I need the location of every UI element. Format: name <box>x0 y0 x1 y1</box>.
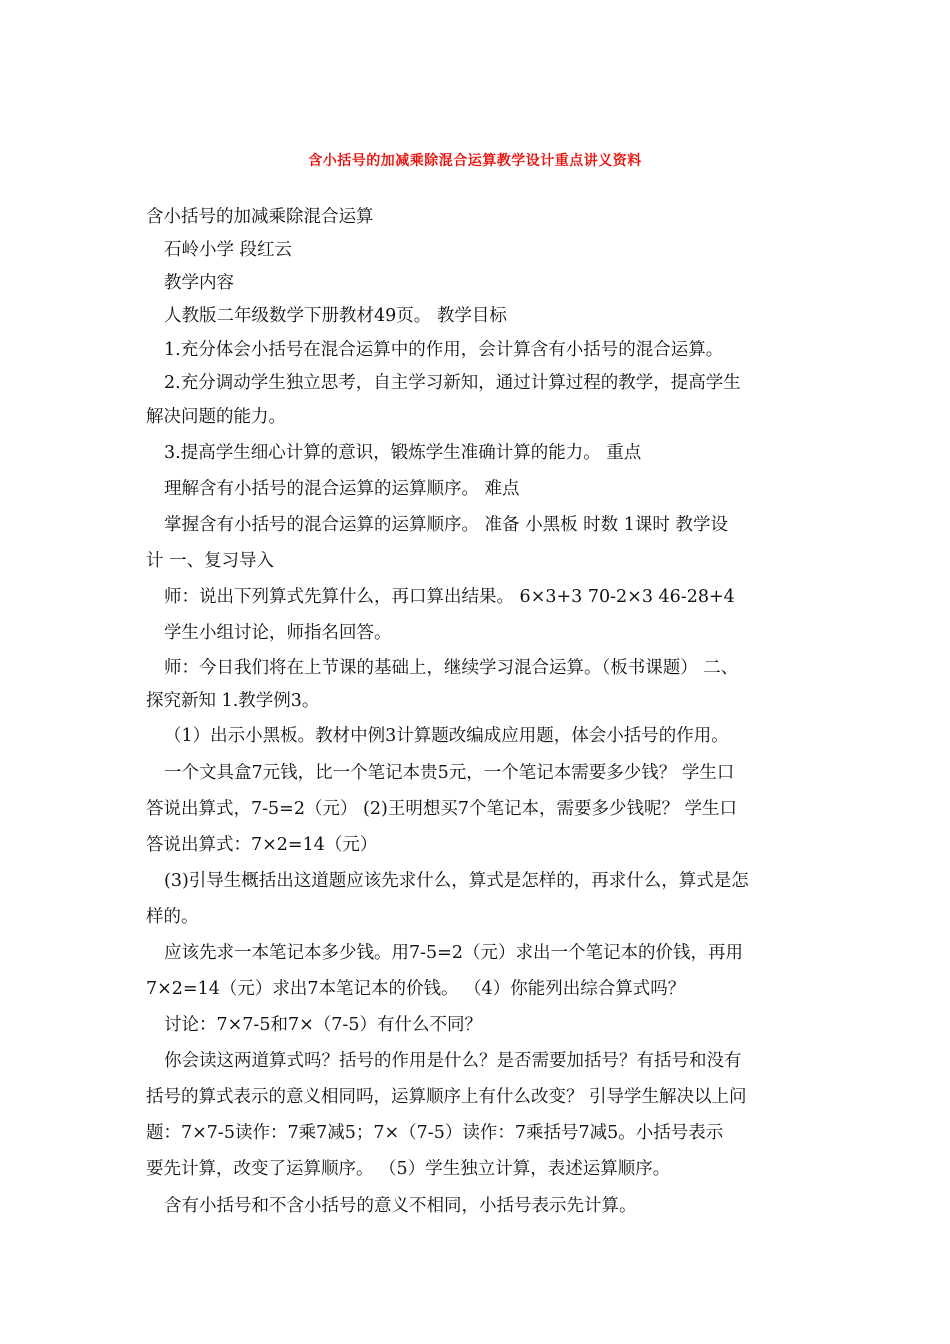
text-line: (3)引导生概括出这道题应该先求什么，算式是怎样的，再求什么，算式是怎 <box>164 871 749 891</box>
text-line: 一个文具盒7元钱，比一个笔记本贵5元，一个笔记本需要多少钱？ 学生口 <box>164 763 735 783</box>
text-line: 含小括号的加减乘除混合运算 <box>146 207 374 227</box>
text-line: 答说出算式，7-5=2（元） (2)王明想买7个笔记本，需要多少钱呢？ 学生口 <box>146 799 738 819</box>
text-line: 石岭小学 段红云 <box>164 240 293 260</box>
text-line: 2.充分调动学生独立思考，自主学习新知，通过计算过程的教学，提高学生 <box>164 373 741 393</box>
text-line: 应该先求一本笔记本多少钱。用7-5=2（元）求出一个笔记本的价钱，再用 <box>164 943 743 963</box>
text-line: 师：说出下列算式先算什么，再口算出结果。 6×3+3 70-2×3 46-28+4 <box>164 587 735 607</box>
text-line: 教学内容 <box>164 273 234 293</box>
text-line: 括号的算式表示的意义相同吗，运算顺序上有什么改变？ 引导学生解决以上问 <box>146 1087 747 1107</box>
text-line: 计 一、复习导入 <box>146 551 275 571</box>
text-line: 题：7×7-5读作：7乘7减5；7×（7-5）读作：7乘括号7减5。小括号表示 <box>146 1123 724 1143</box>
text-line: 人教版二年级数学下册教材49页。 教学目标 <box>164 306 507 326</box>
text-line: 你会读这两道算式吗？括号的作用是什么？是否需要加括号？有括号和没有 <box>164 1051 742 1071</box>
text-line: 样的。 <box>146 907 199 927</box>
text-line: （1）出示小黑板。教材中例3计算题改编成应用题，体会小括号的作用。 <box>164 726 729 746</box>
text-line: 答说出算式：7×2=14（元） <box>146 835 378 855</box>
text-line: 含有小括号和不含小括号的意义不相同，小括号表示先计算。 <box>164 1196 637 1216</box>
text-line: 讨论：7×7-5和7×（7-5）有什么不同？ <box>164 1015 482 1035</box>
text-line: 师：今日我们将在上节课的基础上，继续学习混合运算。（板书课题） 二、 <box>164 658 739 678</box>
text-line: 学生小组讨论，师指名回答。 <box>164 623 392 643</box>
document-title: 含小括号的加减乘除混合运算教学设计重点讲义资料 <box>308 153 642 169</box>
text-line: 1.充分体会小括号在混合运算中的作用，会计算含有小括号的混合运算。 <box>164 340 724 360</box>
text-line: 掌握含有小括号的混合运算的运算顺序。 准备 小黑板 时数 1课时 教学设 <box>164 515 728 535</box>
text-line: 解决问题的能力。 <box>146 407 286 427</box>
text-line: 3.提高学生细心计算的意识，锻炼学生准确计算的能力。 重点 <box>164 443 642 463</box>
text-line: 要先计算，改变了运算顺序。 （5）学生独立计算，表述运算顺序。 <box>146 1159 671 1179</box>
text-line: 理解含有小括号的混合运算的运算顺序。 难点 <box>164 479 520 499</box>
text-line: 7×2=14（元）求出7本笔记本的价钱。 （4）你能列出综合算式吗？ <box>146 979 686 999</box>
text-line: 探究新知 1.教学例3。 <box>146 691 320 711</box>
